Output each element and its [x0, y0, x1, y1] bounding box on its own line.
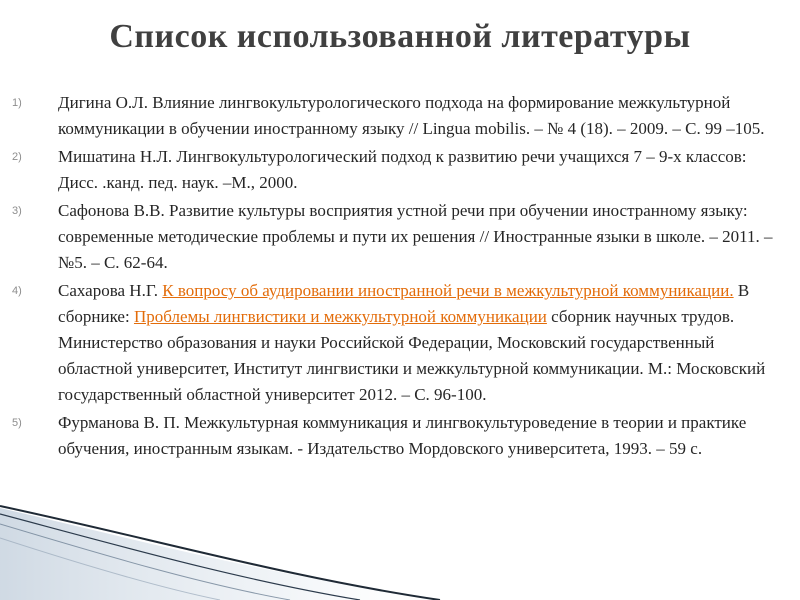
reference-number: 2)	[12, 151, 22, 163]
reference-text: Сафонова В.В. Развитие культуры восприятия устной речи при обучении иностранному языку: современные методические проблемы и пути их решения // Иностранные языки в школе. – 2011. – №5. – С. 62-64.	[58, 201, 773, 272]
reference-item-2	[8, 144, 778, 196]
reference-link-article[interactable]: К вопросу об аудировании иностранной речи в межкультурной коммуникации.	[162, 281, 734, 300]
reference-number: 5)	[12, 417, 22, 429]
reference-number: 4)	[12, 285, 22, 297]
reference-text-tail: сборник научных трудов. Министерство образования и науки Российской Федерации, Московский государственный областной университет, Институт лингвистики и межкультурной коммуникации. М.: Московский государственный областной университет 2012. – С. 96-100.	[58, 307, 766, 404]
reference-number: 3)	[12, 205, 22, 217]
slide-title: Список использованной литературы	[109, 18, 691, 55]
reference-list	[8, 90, 778, 464]
reference-author: Сахарова Н.Г.	[58, 281, 163, 300]
reference-item-1	[8, 90, 778, 142]
reference-text: Дигина О.Л. Влияние лингвокультурологического подхода на формирование межкультурной коммуникации в обучении иностранному языку // Lingua mobilis. – № 4 (18). – 2009. – С. 99 –105.	[58, 93, 765, 138]
reference-item-3	[8, 198, 778, 276]
reference-item-5	[8, 410, 778, 462]
reference-link-collection[interactable]: Проблемы лингвистики и межкультурной коммуникации	[133, 307, 547, 326]
decorative-swoosh	[0, 480, 460, 600]
reference-number: 1)	[12, 97, 22, 109]
reference-text: Фурманова В. П. Межкультурная коммуникация и лингвокультуроведение в теории и практике обучения, иностранным языкам. - Издательство Мордовского университета, 1993. – 59 с.	[58, 413, 747, 458]
reference-item-4	[8, 278, 778, 408]
reference-text: Мишатина Н.Л. Лингвокультурологический подход к развитию речи учащихся 7 – 9-х классов: Дисс. .канд. пед. наук. –М., 2000.	[58, 147, 747, 192]
reference-text-mid: В сборнике:	[58, 281, 750, 326]
